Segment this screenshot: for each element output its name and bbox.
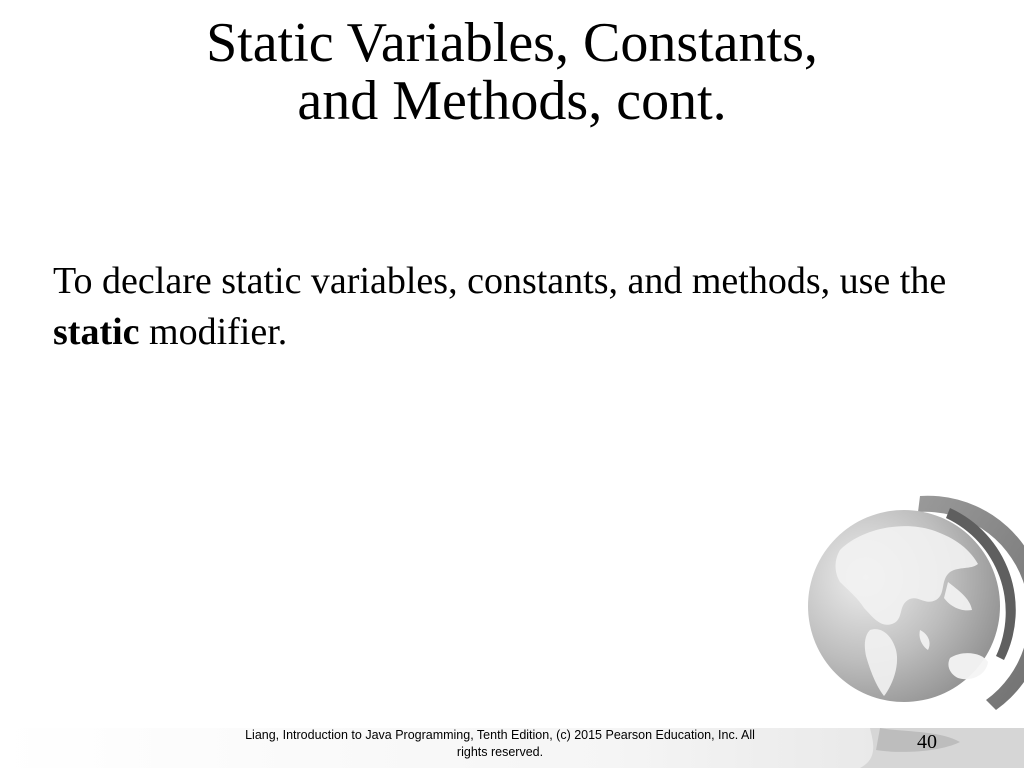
static-keyword: static xyxy=(53,311,140,353)
slide-title xyxy=(0,14,1024,130)
page-number: 40 xyxy=(917,731,937,753)
footer-credit xyxy=(200,727,800,761)
slide-title-line-2: and Methods, cont. xyxy=(297,70,727,132)
slide-title-line-1: Static Variables, Constants, xyxy=(206,12,818,74)
footer-credit-line-1: Liang, Introduction to Java Programming, Tenth Edition, (c) 2015 Pearson Education, Inc. All xyxy=(245,728,755,742)
body-text-lead: To declare static variables, constants, and methods, use the xyxy=(53,260,947,302)
body-text-tail: modifier. xyxy=(139,311,288,353)
globe-logo-icon xyxy=(800,490,1024,740)
slide-body-text xyxy=(53,256,973,358)
footer-credit-line-2: rights reserved. xyxy=(456,745,544,759)
